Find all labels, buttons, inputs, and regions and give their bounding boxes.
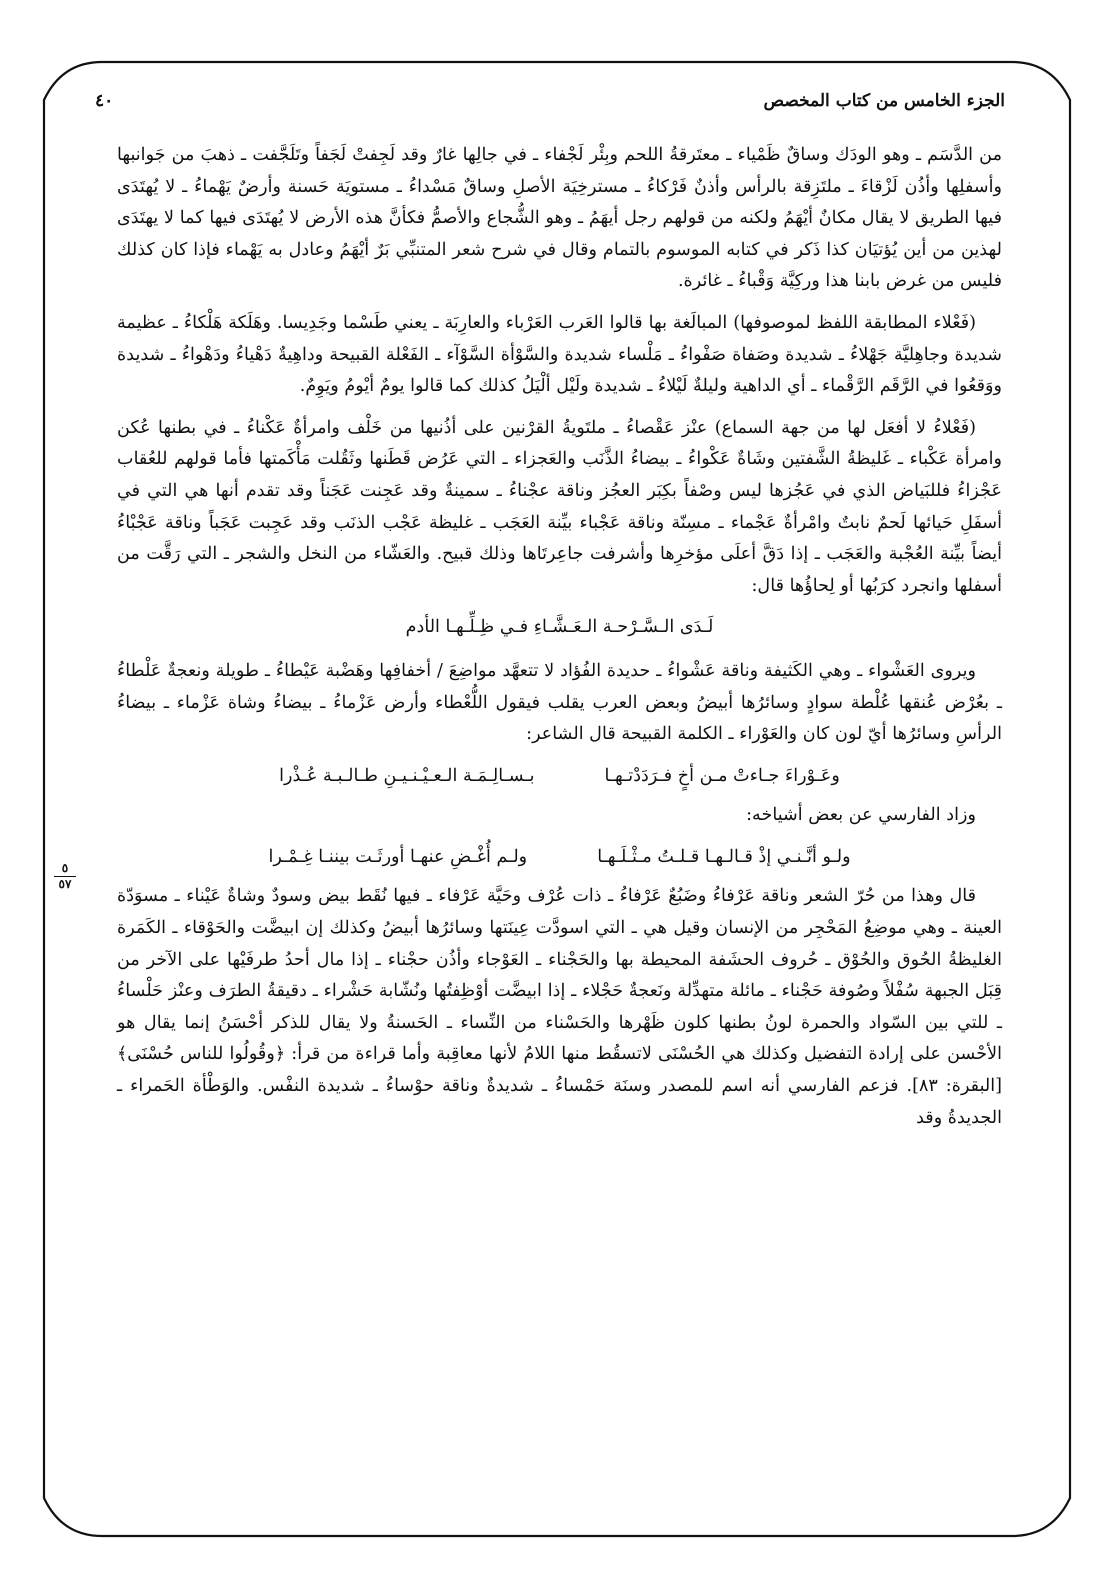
poet-intro: وزاد الفارسي عن بعض أشياخه:: [746, 805, 976, 826]
page-number: ٤٠: [95, 91, 114, 111]
main-text: [117, 140, 1002, 1144]
couplet-1-first-hemistich: وعَـوْراءَ جـاءتْ مـن أخٍ فـرَدَدْتـهـا: [604, 765, 840, 786]
paragraph-4: ويروى العَشْواء ـ وهي الكَثيفة وناقة عَشْواءُ ـ حديدة الفُؤاد لا تتعهَّد مواضِعَ / أخفافِها وهَضْبة عَيْطاءُ ـ طويلة ونعجةٌ عَلْطاءُ ـ بعُرْض عُنقها عُلْطة سوادٍ وسائرُها أبيضُ وبعض العرب يقلب فيقول اللُّعْطاء وأرض عَزْماءُ ـ بيضاءُ وشاة عَزْماء ـ بيضاءُ الرأسِ وسائرُها أيّ لون كان والعَوْراء ـ الكلمة القبيحة قال الشاعر:: [117, 660, 1002, 745]
couplet-2-second-hemistich: ولـم أُغْـضِ عنهـا أورثَـت بيننـا غِـمْـرا: [268, 846, 528, 867]
page-header: [95, 86, 1005, 116]
paragraph-1: من الدَّسَم ـ وهو الودَك وساقٌ ظَمْياء ـ معتَرقةُ اللحم وبِئْر لَجْفاء ـ في جالِها غارٌ وقد لَجِفتْ لَجَفاً وتَلَجَّفت ـ ذهبَ من جَوانبها وأسفلِها وأذُن لَزْقاءَ ـ ملتَزِقة بالرأس وأذنٌ فَرْكاءُ ـ مسترخِيَة الأصلِ وساقٌ مَسْداءُ ـ مستويَة حَسنة وأرضٌ يَهْماءُ ـ لا يُهتَدَى فيها الطريق لا يقال مكانٌ أيْهَمُ ولكنه من قولهم رجل أيهَمُ ـ وهو الشُّجاع والأصمُّ فكأنَّ هذه الأرض لا يُهتَدَى فيها كما لا يهتَدَى لهذين من أين يُؤتيَان كذا ذَكر في كتابه الموسوم بالتمام وقال في شرح شعر المتنبِّي بَرٌ أيْهَمُ وعادل به يَهْماء فإذا كان كذلك فليس من غرض بابنا هذا وركِيَّة وَقْباءُ ـ غائرة.: [117, 145, 1002, 292]
paragraph-2: (فَعْلاء المطابقة اللفظ لموصوفها) المبالَغة بها قالوا العَرب العَرْباء والعارِبَة ـ يعني طَسْما وجَدِيسا. وهَلَكة هَلْكاءُ ـ عظيمة شديدة وجاهِليَّة جَهْلاءُ ـ شديدة وصَفاة صَفْواءُ ـ مَلْساء شديدة والسَّوْأة السَّوْآء ـ الفَعْلة القبيحة وداهِيةٌ دَهْياءُ ودَهْواءُ ـ شديدة ووَقعُوا في الرَّقَم الرَّقْماء ـ أي الداهية وليلةٌ لَيْلاءُ ـ شديدة ولَيْل ألْيَلُ كذلك كما قالوا يومٌ أيْومُ ويَوِمٌ.: [117, 312, 1002, 397]
couplet-2-first-hemistich: ولـو أنَّـنـي إذْ قـالـهـا قـلـتُ مـثْـلَـهـا: [597, 846, 851, 867]
couplet-1-second-hemistich: بـسـالِـمَـة الـعـيْـنـيـنِ طـالـبـة عُـذْرا: [279, 765, 535, 786]
margin-ref-bottom: ٥٧: [58, 877, 72, 891]
margin-ref-top: ٥: [61, 861, 69, 875]
margin-page-reference: [52, 862, 78, 891]
paragraph-5: قال وهذا من حُرّ الشعر وناقة عَرْفاءُ وضَبُعٌ عَرْفاءُ ـ ذات عُرْف وحَيَّة عَرْفاء ـ فيها نُقَط بيض وسودٌ وشاةٌ عَيْناء ـ مسوَدّة العينة ـ وهي موضِعُ المَحْجِر من الإنسان وقيل هي ـ التي اسودَّت عِينَتها وسائرُها أبيضُ وكذلك إن ابيضَّت والحَوْقاء ـ الكَمَرة الغليظةُ الحُوق والحُوْق ـ حُروف الحشَفة المحيطة بها والحَجْناء ـ العَوْجاء وأذُن حجْناء ـ إذا مال أحدُ طرفَيْها على الآخر من قِبَل الجبهة سُفْلاً وصُوفة حَجْناء ـ مائلة متهدِّلة ونَعجةٌ حَجْلاء ـ إذا ابيضَّت أوْظِفتُها ونُشّابة حَشْراء ـ دقيقةُ الطرَف وعنْز حَلْساءُ ـ للتي بين السّواد والحمرة لونُ بطنها كلون ظَهْرها والحَسْناء من النِّساء ـ الحَسنةُ ولا يقال للذكر أحْسَنُ إنما يقال هو الأحْسن على إرادة التفضيل وكذلك هي الحُسْنَى لاتسقُط منها اللامُ لأنها معاقِبة وأما قراءة من قرأ: ﴿وقُولُوا للناس حُسْنَى﴾ [البقرة: ٨٣]. فزعم الفارسي أنه اسم للمصدر وسنَة حَمْساءُ ـ شديدةٌ وناقة حوْساءُ ـ شديدة النفْس. والوَطْأة الحَمراء ـ الجديدةُ وقد: [117, 886, 1002, 1128]
paragraph-3: (فَعْلاءُ لا أفعَل لها من جهة السماع) عنْز عَقْصاءُ ـ ملتَويةُ القرْنين على أذُنيها من خَلْف وامرأةٌ عَكْناءُ ـ في بطنها عُكن وامرأة عَكْباء ـ غَليظةُ الشَّفتين وشَاةٌ عَكْواءُ ـ بيضاءُ الذَّنَب والعَجزاء ـ التي عَرُض قَطَنها وثَقُلت مَأْكَمتها فأما قولهم للعُقاب عَجْزاءُ فللبَياض الذي في عَجُزها ليس وصْفاً بكِبَر العجُز وناقة عجْناءُ ـ سمينةٌ وقد عَجِنت عَجَناً وقد تقدم أنها هي التي في أسفَلِ حَيائها لَحمٌ نابتٌ وامْرأةٌ عَجْماء ـ مسِنّة وناقة عَجْباء بيِّنة العَجَب ـ غليظة عَجْب الذنَب وقد عَجِبت عَجَباً وناقة عَجْبْاءُ أيضاً بيِّنة العُجْبة والعَجَب ـ إذا دَقَّ أعلَى مؤخرِها وأشرفت جاعِرتَاها وذلك قبيح. والعَشّاء من النخل والشجر ـ التي رَقَّت من أسفلها وانجرد كرَبُها أو لِحاؤُها قال:: [117, 417, 1002, 596]
verse-line: لَـدَى الـسَّـرْحـة الـعَـشَّـاءِ فـي ظِـلِّـهـا الأدم: [405, 617, 714, 638]
running-title: الجزء الخامس من كتاب المخصص: [763, 91, 1005, 111]
couplet-1: [117, 761, 1002, 793]
couplet-2: [117, 842, 1002, 874]
